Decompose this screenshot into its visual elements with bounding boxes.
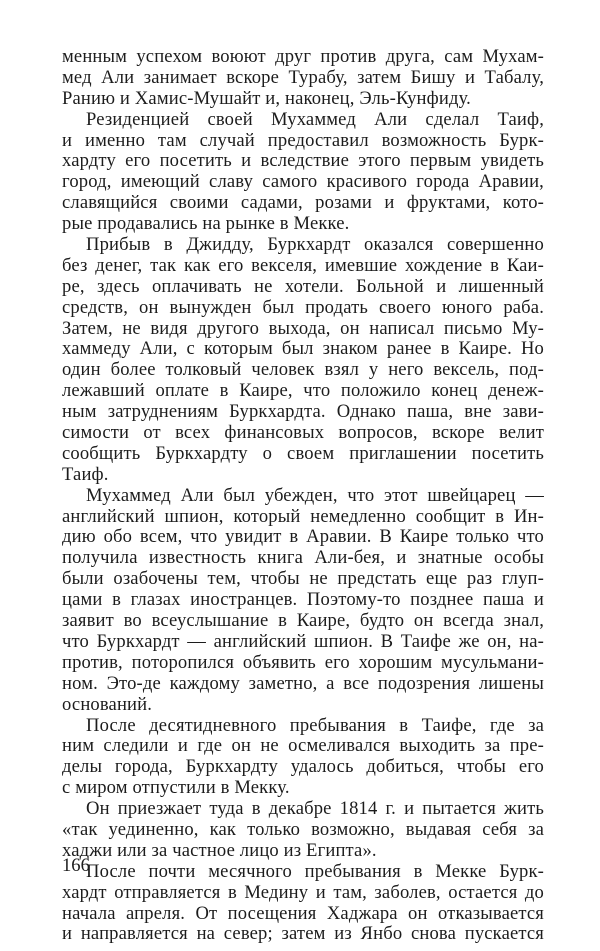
paragraph [62,799,544,862]
text-line: Мухаммед Али был убежден, что этот швейцарец — [86,484,544,506]
text-line: Он приезжает туда в декабре 1814 г. и пытается жить [86,798,544,820]
paragraph [62,110,544,235]
text-line: Резиденцией своей Мухаммед Али сделал Таиф, [86,108,544,130]
text-line: без денег, так как его векселя, имевшие хождение в Каи- [62,254,544,276]
text-line: симости от всех финансовых вопросов, вскоре велит [62,422,544,444]
text-line: с миром отпустили в Мекку. [62,777,290,799]
text-line: После десятидневного пребывания в Таифе, где за [86,714,544,736]
paragraph [62,486,544,716]
text-line: ним следили и где он не осмеливался выходить за пре- [62,735,544,757]
text-line: против, поторопился объявить его хорошим мусульмани- [62,651,544,673]
text-line: цами в глазах иностранцев. Поэтому-то позднее паша и [62,589,544,611]
paragraph [62,716,544,800]
paragraph [62,235,544,486]
text-line: После почти месячного пребывания в Мекке Бурк- [86,860,544,882]
text-line: и именно там случай предоставил возможность Бурк- [62,129,544,151]
page-number: 166 [62,855,90,876]
text-line: один более толковый человек взял у него вексель, под- [62,359,544,381]
text-line: Прибыв в Джидду, Буркхардт оказался совершенно [86,234,544,256]
text-line: что Буркхардт — английский шпион. В Таифе же он, на- [62,630,544,652]
text-line: Ранию и Хамис-Мушайт и, наконец, Эль-Кунфиду. [62,87,471,109]
text-line: хардт отправляется в Медину и там, заболев, остается до [62,881,544,903]
text-line: сообщить Буркхардту о своем приглашении посетить [62,442,544,464]
text-line: заявит во всеуслышание в Каире, будто он всегда знал, [62,610,544,632]
text-line: английский шпион, который немедленно сообщит в Ин- [62,505,544,527]
text-line: делы города, Буркхардту удалось добиться, чтобы его [62,756,544,778]
text-line: ном. Это-де каждому заметно, а все подозрения лишены [62,672,544,694]
text-line: Таиф. [62,463,109,485]
text-line: были озабочены тем, чтобы не предстать еще раз глуп- [62,568,544,590]
text-line: «так уединенно, как только возможно, выдавая себя за [62,818,544,840]
text-line: ным затруднениям Буркхардта. Однако паша, вне зави- [62,401,544,423]
text-line: получила известность книга Али-бея, и знатные особы [62,547,544,569]
text-line: начала апреля. От посещения Хаджара он отказывается [62,902,544,924]
text-line: ре, здесь оплачивать не хотели. Больной и лишенный [62,275,544,297]
text-line: оснований. [62,693,153,715]
text-line: менным успехом воюют друг против друга, сам Мухам- [62,46,544,67]
text-line: Затем, не видя другого выхода, он написал письмо Му- [62,317,544,339]
text-line: город, имеющий славу самого красивого города Аравии, [62,171,544,193]
paragraph [62,862,544,946]
text-line: хаммеду Али, с которым был знаком ранее в Каире. Но [62,338,544,360]
text-line: рые продавались на рынке в Мекке. [62,213,350,235]
text-line: лежавший оплате в Каире, что положило конец денеж- [62,380,544,402]
paragraph [62,47,544,110]
text-line: мед Али занимает вскоре Турабу, затем Бишу и Табалу, [62,66,544,88]
text-line: хардту его посетить и вследствие этого первым увидеть [62,150,544,172]
text-line: славящийся своими садами, розами и фруктами, кото- [62,192,544,214]
book-page-text [62,47,544,945]
text-line: средств, он вынужден был продать своего юного раба. [62,296,544,318]
text-line: хаджи или за частное лицо из Египта». [62,839,377,861]
text-line: дию обо всем, что увидит в Аравии. В Каире только что [62,526,544,548]
text-line: и направляется на север; затем из Янбо снова пускается [62,923,544,945]
